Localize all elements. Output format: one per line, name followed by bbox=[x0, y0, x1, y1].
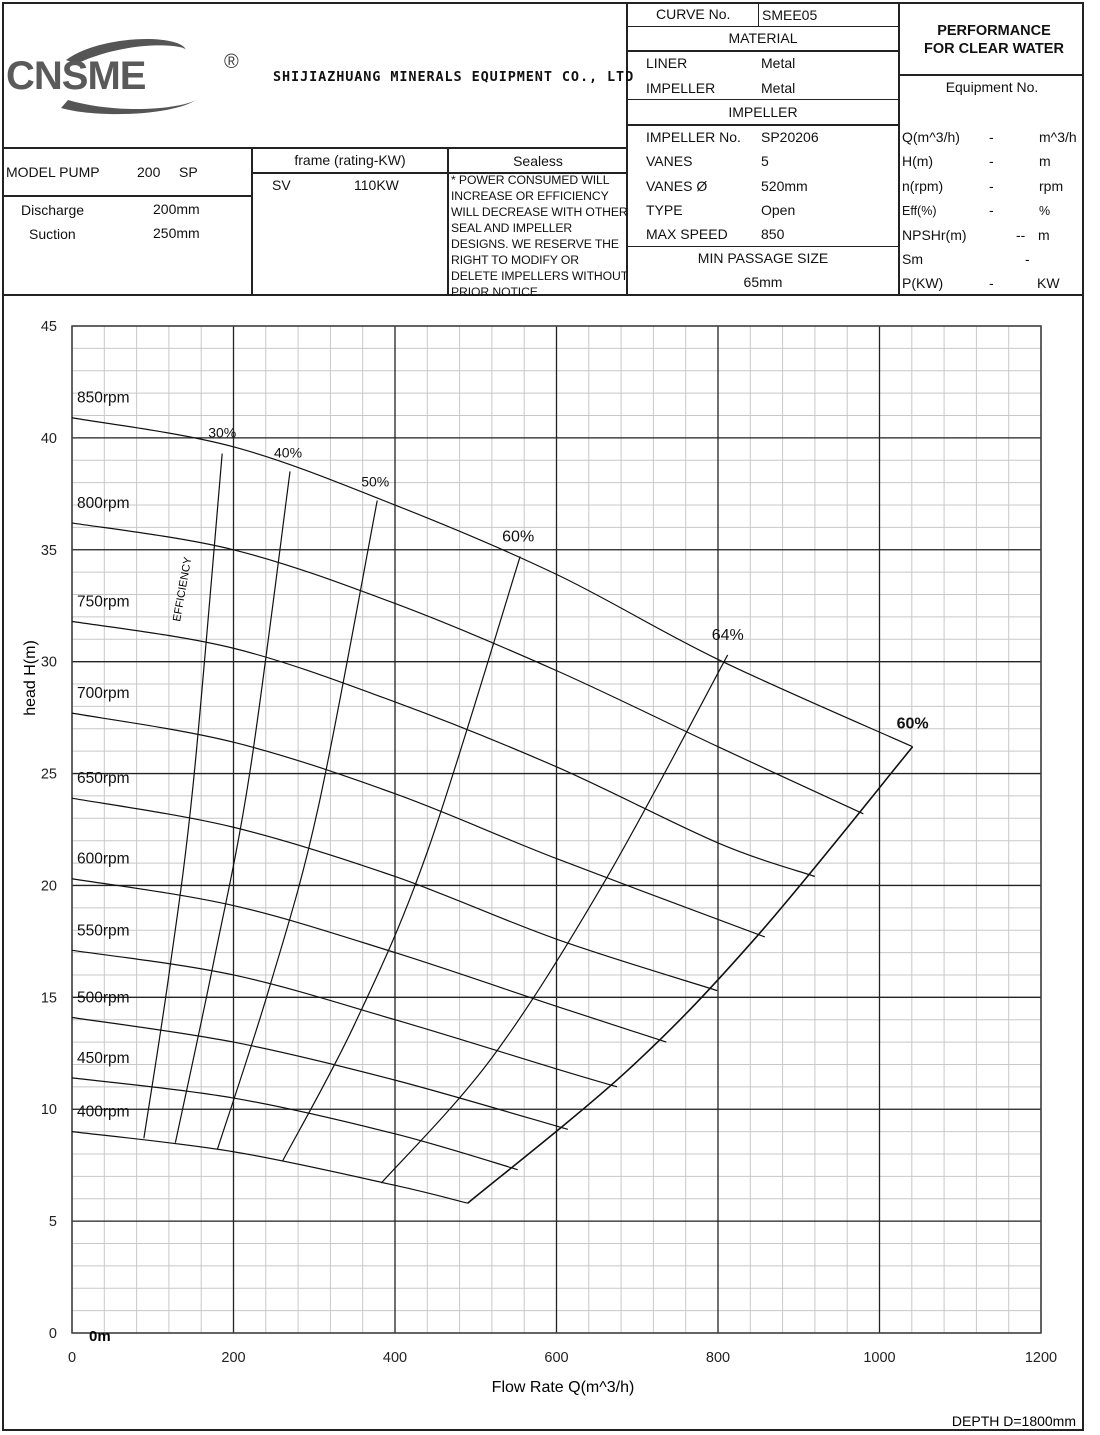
duty-value: - bbox=[989, 178, 994, 194]
min-passage-value: 65mm bbox=[743, 274, 783, 290]
efficiency-label: 60% bbox=[502, 528, 535, 546]
y-tick-label: 0 bbox=[48, 1326, 57, 1342]
discharge-value: 200mm bbox=[153, 201, 200, 217]
impeller-row-label: TYPE bbox=[646, 202, 683, 218]
duty-unit: m bbox=[1038, 227, 1050, 243]
speed-label: 700rpm bbox=[77, 685, 130, 703]
material-title: MATERIAL bbox=[728, 30, 798, 46]
efficiency-label: 40% bbox=[274, 444, 303, 461]
x-tick-label: 600 bbox=[544, 1350, 569, 1366]
y-tick-label: 10 bbox=[40, 1102, 57, 1119]
duty-label: H(m) bbox=[902, 153, 934, 169]
duty-value: - bbox=[989, 275, 994, 291]
impeller-row-value: 5 bbox=[761, 153, 769, 169]
min-passage-label: MIN PASSAGE SIZE bbox=[697, 250, 829, 266]
efficiency-label: 60% bbox=[896, 715, 929, 733]
discharge-label: Discharge bbox=[21, 202, 85, 218]
y-tick-label: 15 bbox=[40, 990, 57, 1007]
note-line: DELETE IMPELLERS WITHOUT bbox=[451, 269, 629, 283]
impeller-row-label: VANES bbox=[646, 153, 693, 169]
frame-rating-label: frame (rating-KW) bbox=[294, 152, 406, 168]
speed-curve-400rpm bbox=[72, 1132, 468, 1204]
speed-curve-450rpm bbox=[72, 1078, 518, 1170]
y-axis-label: head H(m) bbox=[22, 640, 39, 716]
duty-unit: m^3/h bbox=[1039, 129, 1077, 145]
curve-no-value: SMEE05 bbox=[762, 7, 818, 23]
impeller-title: IMPELLER bbox=[728, 104, 798, 120]
speed-curve-750rpm bbox=[72, 621, 815, 876]
liner-value: Metal bbox=[761, 55, 796, 71]
depth-label: DEPTH D=1800mm bbox=[951, 1413, 1076, 1429]
duty-unit: rpm bbox=[1039, 178, 1064, 194]
duty-unit: KW bbox=[1037, 275, 1060, 291]
suction-label: Suction bbox=[29, 226, 76, 242]
impeller-row-label: VANES Ø bbox=[646, 178, 708, 194]
duty-unit: m bbox=[1039, 153, 1051, 169]
grid-major bbox=[72, 326, 1041, 1333]
y-tick-label: 35 bbox=[40, 542, 57, 559]
performance-title-line1: PERFORMANCE bbox=[937, 23, 1051, 39]
speed-label: 750rpm bbox=[77, 593, 130, 611]
speed-curve-550rpm bbox=[72, 950, 617, 1087]
duty-label: Sm bbox=[902, 251, 923, 267]
speed-label: 400rpm bbox=[77, 1103, 130, 1121]
model-pump-type: SP bbox=[179, 164, 198, 180]
note-line: DESIGNS. WE RESERVE THE bbox=[451, 237, 619, 251]
duty-label: Q(m^3/h) bbox=[902, 129, 960, 145]
x-tick-label: 800 bbox=[705, 1350, 731, 1366]
note-line: WILL DECREASE WITH OTHER bbox=[451, 205, 628, 219]
efficiency-curve-60pct bbox=[283, 556, 520, 1160]
y-tick-label: 5 bbox=[48, 1214, 57, 1231]
duty-label: P(KW) bbox=[902, 275, 944, 291]
liner-label: LINER bbox=[646, 55, 688, 71]
duty-value: - bbox=[1025, 251, 1030, 267]
speed-label: 550rpm bbox=[77, 922, 130, 940]
impeller-row-value: 520mm bbox=[761, 178, 808, 194]
note-line: RIGHT TO MODIFY OR bbox=[451, 253, 579, 267]
duty-label: NPSHr(m) bbox=[902, 227, 967, 243]
duty-value: -- bbox=[1016, 227, 1026, 243]
speed-curve-700rpm bbox=[72, 713, 765, 940]
impeller-material-value: Metal bbox=[761, 80, 796, 96]
speed-label: 800rpm bbox=[77, 494, 130, 512]
speed-label: 650rpm bbox=[77, 770, 130, 788]
speed-curve-600rpm bbox=[72, 879, 666, 1042]
impeller-material-label: IMPELLER bbox=[646, 80, 716, 96]
speed-label: 450rpm bbox=[77, 1049, 130, 1067]
logo-text: CNSME bbox=[6, 54, 146, 98]
note-line: PRIOR NOTICE. bbox=[451, 285, 542, 299]
performance-title-line2: FOR CLEAR WATER bbox=[924, 41, 1064, 57]
y-tick-label: 20 bbox=[40, 878, 57, 895]
impeller-row-value: 850 bbox=[761, 226, 785, 242]
duty-label: n(rpm) bbox=[902, 178, 944, 194]
zero-head-label: 0m bbox=[89, 1328, 111, 1345]
x-tick-label: 0 bbox=[67, 1350, 77, 1366]
efficiency-curve-64pct bbox=[381, 655, 727, 1183]
company-name: SHIJIAZHUANG MINERALS EQUIPMENT CO., LTD bbox=[273, 69, 635, 85]
y-tick-label: 25 bbox=[40, 766, 57, 783]
impeller-row-value: Open bbox=[761, 202, 796, 218]
suction-value: 250mm bbox=[153, 225, 200, 241]
duty-unit: % bbox=[1039, 204, 1051, 218]
equipment-no-label: Equipment No. bbox=[945, 79, 1039, 95]
axis-ticks bbox=[41, 319, 1057, 1366]
x-tick-label: 200 bbox=[221, 1350, 246, 1366]
impeller-row-value: SP20206 bbox=[761, 129, 819, 145]
efficiency-label: 30% bbox=[208, 424, 237, 441]
impeller-row-label: IMPELLER No. bbox=[646, 129, 741, 145]
y-tick-label: 45 bbox=[40, 319, 57, 335]
x-tick-label: 1000 bbox=[863, 1350, 896, 1366]
curve-no-label: CURVE No. bbox=[656, 6, 731, 22]
speed-label: 600rpm bbox=[77, 850, 130, 868]
y-tick-label: 40 bbox=[40, 430, 57, 447]
y-tick-label: 30 bbox=[40, 654, 57, 671]
efficiency-label: 50% bbox=[361, 473, 390, 490]
registered-mark: ® bbox=[224, 51, 239, 73]
note-line: SEAL AND IMPELLER bbox=[451, 221, 573, 235]
note-line: * POWER CONSUMED WILL bbox=[451, 173, 610, 187]
model-pump-label: MODEL PUMP bbox=[6, 164, 100, 180]
curve-labels bbox=[77, 390, 929, 1121]
frame-value: SV bbox=[272, 177, 291, 193]
duty-value: - bbox=[989, 202, 994, 218]
rating-value: 110KW bbox=[354, 177, 399, 193]
duty-value: - bbox=[989, 153, 994, 169]
speed-label: 850rpm bbox=[77, 389, 130, 407]
note-line: INCREASE OR EFFICIENCY bbox=[451, 189, 609, 203]
speed-label: 500rpm bbox=[77, 989, 130, 1007]
efficiency-label: 64% bbox=[711, 626, 744, 644]
seal-label: Sealess bbox=[513, 153, 563, 169]
x-axis-label: Flow Rate Q(m^3/h) bbox=[491, 1379, 635, 1396]
duty-value: - bbox=[989, 129, 994, 145]
x-tick-label: 400 bbox=[382, 1350, 408, 1366]
efficiency-axis-label: EFFICIENCY bbox=[171, 556, 195, 623]
duty-label: Eff(%) bbox=[902, 204, 937, 218]
model-pump-size: 200 bbox=[137, 164, 161, 180]
x-tick-label: 1200 bbox=[1024, 1350, 1058, 1366]
speed-curve-500rpm bbox=[72, 1017, 568, 1129]
impeller-row-label: MAX SPEED bbox=[646, 226, 728, 242]
